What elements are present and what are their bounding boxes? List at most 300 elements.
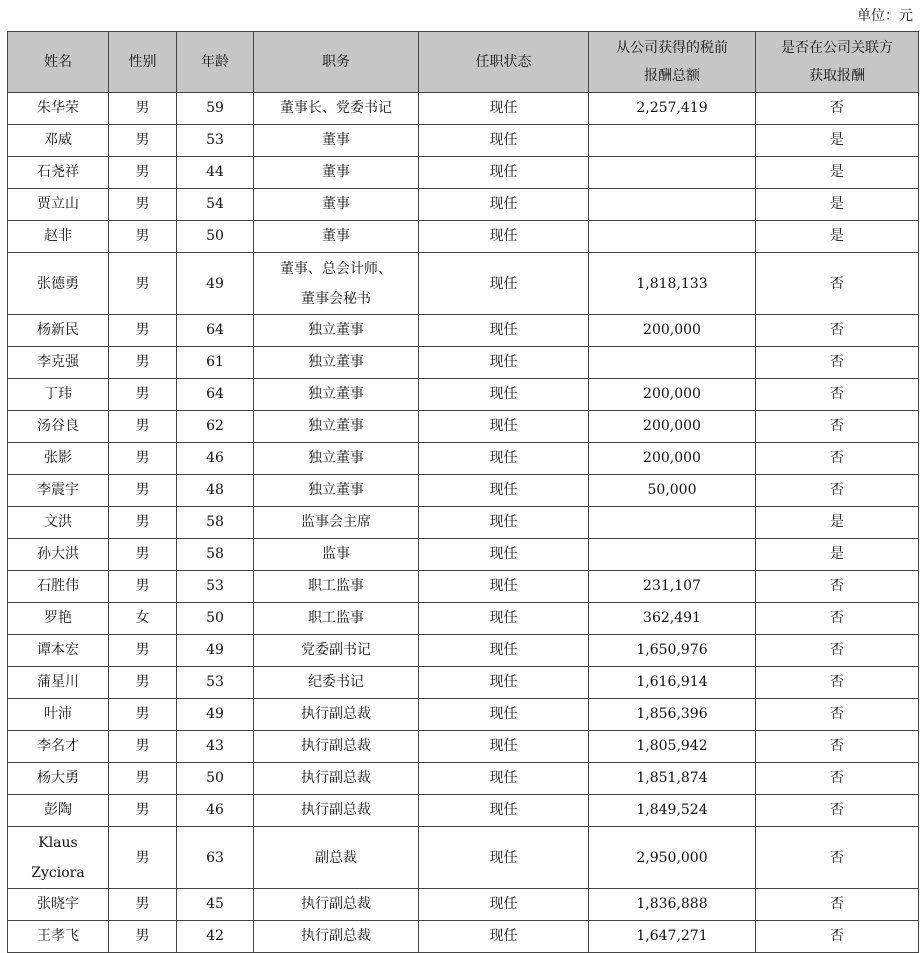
cell-related-text: 是: [830, 228, 844, 244]
cell-name: [8, 667, 109, 699]
cell-related-text: 否: [830, 674, 844, 690]
cell-pay-text: 200,000: [643, 418, 701, 434]
cell-age: [177, 253, 254, 315]
cell-pay: [589, 221, 756, 253]
cell-age: [177, 539, 254, 571]
cell-age: [177, 731, 254, 763]
cell-age: [177, 475, 254, 507]
cell-status: [419, 667, 589, 699]
cell-pay-text: 1,805,942: [636, 738, 708, 754]
cell-gender: [109, 539, 177, 571]
cell-gender-text: 男: [135, 802, 150, 818]
cell-title-text: 执行副总裁: [301, 738, 371, 754]
cell-gender-text: 男: [135, 228, 150, 244]
cell-gender: [109, 507, 177, 539]
cell-title-text: 独立董事: [308, 322, 364, 338]
cell-name: [8, 347, 109, 379]
cell-status-text: 现任: [489, 610, 518, 626]
cell-status: [419, 157, 589, 189]
cell-gender: [109, 603, 177, 635]
cell-title: [254, 411, 419, 443]
table-row: [8, 603, 919, 635]
cell-pay-text: 2,950,000: [636, 849, 708, 866]
cell-name-text: 张晓宇: [37, 896, 79, 912]
cell-related-text: 是: [830, 132, 844, 148]
cell-title-text: 执行副总裁: [301, 896, 371, 912]
header-status: 任职状态: [419, 32, 589, 93]
cell-title: [254, 667, 419, 699]
cell-status-text: 现任: [489, 228, 518, 244]
cell-title-text: 董事: [322, 132, 350, 148]
cell-status: [419, 125, 589, 157]
cell-name-text: 蒲星川: [37, 674, 79, 690]
cell-title-text: 董事: [322, 228, 350, 244]
cell-related: [756, 763, 919, 795]
cell-age-text: 50: [206, 228, 224, 244]
cell-title: [254, 347, 419, 379]
cell-pay: [589, 475, 756, 507]
cell-gender-text: 男: [135, 674, 150, 690]
cell-related-text: 否: [830, 706, 844, 722]
cell-name: [8, 603, 109, 635]
cell-name-text: 张德勇: [37, 275, 79, 292]
cell-pay: [589, 635, 756, 667]
cell-status-text: 现任: [489, 450, 518, 466]
header-gender: 性别: [109, 32, 177, 93]
cell-pay: [589, 699, 756, 731]
cell-pay: [589, 443, 756, 475]
cell-name: [8, 315, 109, 347]
cell-status-text: 现任: [489, 132, 518, 148]
cell-pay-text: 1,856,396: [636, 706, 708, 722]
cell-title: [254, 315, 419, 347]
cell-name: [8, 253, 109, 315]
cell-title-text: 执行副总裁: [301, 770, 371, 786]
table-row: [8, 253, 919, 315]
cell-title-text: 监事: [322, 546, 350, 562]
cell-age: [177, 571, 254, 603]
table-row: [8, 731, 919, 763]
cell-status: [419, 539, 589, 571]
cell-age-text: 54: [206, 196, 224, 212]
cell-age-text: 53: [206, 132, 224, 148]
cell-related: [756, 93, 919, 125]
table-row: [8, 157, 919, 189]
cell-name-text: 杨新民: [37, 322, 79, 338]
cell-status-text: 现任: [489, 578, 518, 594]
cell-title-text: 董事长、党委书记: [280, 100, 392, 116]
cell-age-text: 46: [206, 802, 224, 818]
cell-pay-text: 1,818,133: [636, 275, 708, 292]
cell-name: [8, 539, 109, 571]
cell-status: [419, 221, 589, 253]
cell-gender-text: 男: [135, 322, 150, 338]
cell-gender: [109, 315, 177, 347]
cell-pay-text: 1,650,976: [636, 642, 708, 658]
cell-age-text: 49: [206, 706, 224, 722]
cell-age: [177, 157, 254, 189]
cell-title: [254, 157, 419, 189]
cell-related: [756, 731, 919, 763]
cell-title-text: 董事: [322, 196, 350, 212]
cell-name: [8, 379, 109, 411]
cell-age: [177, 889, 254, 921]
header-pay-line1: 从公司获得的税前: [616, 40, 728, 56]
cell-age: [177, 379, 254, 411]
cell-related-text: 是: [830, 514, 844, 530]
cell-related: [756, 889, 919, 921]
cell-age: [177, 635, 254, 667]
cell-related: [756, 539, 919, 571]
cell-status-text: 现任: [489, 928, 518, 944]
cell-title-text: 职工监事: [308, 610, 364, 626]
cell-age-text: 43: [206, 738, 224, 754]
cell-gender: [109, 125, 177, 157]
cell-gender: [109, 667, 177, 699]
cell-related-text: 否: [830, 354, 844, 370]
cell-pay-text: 1,616,914: [636, 674, 708, 690]
cell-age-text: 45: [206, 896, 224, 912]
cell-status: [419, 411, 589, 443]
cell-pay-text: 200,000: [643, 322, 701, 338]
cell-related: [756, 795, 919, 827]
cell-gender-text: 男: [135, 132, 150, 148]
cell-title: [254, 539, 419, 571]
cell-related-text: 否: [830, 100, 844, 116]
cell-name-text: 王孝飞: [37, 928, 79, 944]
cell-title-text: 独立董事: [308, 450, 364, 466]
cell-age-text: 49: [206, 275, 224, 292]
cell-title: [254, 889, 419, 921]
cell-name-text-line2: Zyciora: [31, 864, 85, 881]
table-row: [8, 315, 919, 347]
cell-title-text: 独立董事: [308, 482, 364, 498]
cell-age: [177, 125, 254, 157]
table-row: [8, 379, 919, 411]
cell-name: [8, 889, 109, 921]
unit-label: 单位：元: [857, 8, 913, 24]
cell-title: [254, 731, 419, 763]
cell-status: [419, 699, 589, 731]
table-row: [8, 93, 919, 125]
cell-related-text: 否: [830, 610, 844, 626]
cell-name: [8, 731, 109, 763]
cell-gender-text: 男: [135, 738, 150, 754]
cell-gender: [109, 571, 177, 603]
cell-status-text: 现任: [489, 386, 518, 402]
cell-age: [177, 921, 254, 953]
cell-gender-text: 男: [135, 706, 150, 722]
cell-age: [177, 315, 254, 347]
cell-title-text: 监事会主席: [301, 514, 371, 530]
cell-pay: [589, 667, 756, 699]
cell-status: [419, 763, 589, 795]
cell-title-text: 独立董事: [308, 386, 364, 402]
cell-status: [419, 571, 589, 603]
cell-pay: [589, 889, 756, 921]
cell-pay-text: 1,849,524: [636, 802, 708, 818]
cell-related: [756, 125, 919, 157]
cell-pay-text: 1,647,271: [636, 928, 708, 944]
cell-title: [254, 571, 419, 603]
cell-name: [8, 443, 109, 475]
cell-age: [177, 347, 254, 379]
cell-gender-text: 男: [135, 386, 150, 402]
cell-name: [8, 157, 109, 189]
cell-name-text: 谭本宏: [37, 642, 79, 658]
cell-status-text: 现任: [489, 164, 518, 180]
cell-gender: [109, 157, 177, 189]
cell-age-text: 44: [206, 164, 224, 180]
cell-gender-text: 男: [135, 418, 150, 434]
cell-related: [756, 411, 919, 443]
cell-age-text: 61: [206, 354, 224, 370]
cell-age-text: 50: [206, 770, 224, 786]
cell-title-text: 董事: [322, 164, 350, 180]
cell-age-text: 63: [206, 849, 224, 866]
cell-gender: [109, 731, 177, 763]
cell-gender: [109, 189, 177, 221]
cell-age: [177, 221, 254, 253]
cell-gender-text: 男: [135, 275, 150, 292]
cell-related: [756, 475, 919, 507]
cell-related: [756, 635, 919, 667]
cell-age: [177, 443, 254, 475]
cell-pay: [589, 189, 756, 221]
cell-title-text: 独立董事: [308, 418, 364, 434]
cell-age: [177, 411, 254, 443]
cell-status-text: 现任: [489, 196, 518, 212]
cell-title-text: 纪委书记: [308, 674, 364, 690]
cell-name: [8, 125, 109, 157]
cell-status: [419, 379, 589, 411]
table-row: [8, 921, 919, 953]
cell-status-text: 现任: [489, 642, 518, 658]
cell-related-text: 否: [830, 802, 844, 818]
cell-gender: [109, 347, 177, 379]
cell-related: [756, 921, 919, 953]
cell-title: [254, 379, 419, 411]
cell-pay: [589, 603, 756, 635]
cell-age: [177, 699, 254, 731]
cell-related-text: 否: [830, 896, 844, 912]
cell-pay: [589, 157, 756, 189]
cell-age-text: 53: [206, 578, 224, 594]
cell-related: [756, 443, 919, 475]
table-row: [8, 889, 919, 921]
cell-pay-text: 231,107: [643, 578, 701, 594]
cell-name-text: 朱华荣: [37, 100, 79, 116]
cell-title: [254, 221, 419, 253]
cell-pay: [589, 125, 756, 157]
table-row: [8, 539, 919, 571]
cell-related: [756, 315, 919, 347]
cell-title-text: 独立董事: [308, 354, 364, 370]
cell-title-text: 执行副总裁: [301, 928, 371, 944]
cell-related-text: 否: [830, 450, 844, 466]
cell-title: [254, 475, 419, 507]
cell-status: [419, 507, 589, 539]
cell-title: [254, 699, 419, 731]
table-row: [8, 763, 919, 795]
cell-pay: [589, 539, 756, 571]
cell-name-text: 文洪: [44, 514, 72, 530]
cell-name-text: 彭陶: [44, 802, 72, 818]
cell-status: [419, 93, 589, 125]
table-row: [8, 507, 919, 539]
cell-gender-text: 男: [135, 164, 150, 180]
cell-gender-text: 男: [135, 196, 150, 212]
cell-age-text: 50: [206, 610, 224, 626]
table-row: [8, 827, 919, 889]
cell-pay: [589, 411, 756, 443]
cell-related-text: 否: [830, 849, 844, 866]
cell-related: [756, 667, 919, 699]
cell-gender: [109, 93, 177, 125]
cell-related-text: 否: [830, 578, 844, 594]
cell-status: [419, 889, 589, 921]
cell-name: [8, 221, 109, 253]
cell-related-text: 是: [830, 164, 844, 180]
cell-age: [177, 603, 254, 635]
table-row: [8, 411, 919, 443]
header-pay: [589, 32, 756, 93]
cell-status-text: 现任: [489, 546, 518, 562]
cell-name: [8, 411, 109, 443]
cell-name: [8, 93, 109, 125]
cell-age-text: 62: [206, 418, 224, 434]
cell-status-text: 现任: [489, 738, 518, 754]
table-row: [8, 475, 919, 507]
cell-name: [8, 189, 109, 221]
cell-gender-text: 男: [135, 450, 150, 466]
table-row: [8, 189, 919, 221]
cell-name-text: 罗艳: [44, 610, 72, 626]
cell-status: [419, 315, 589, 347]
header-row: [8, 32, 919, 93]
cell-age-text: 58: [206, 546, 224, 562]
cell-title-text-line2: 董事会秘书: [301, 290, 371, 307]
header-pay-line2: 报酬总额: [644, 68, 700, 84]
cell-status: [419, 795, 589, 827]
cell-name: [8, 699, 109, 731]
cell-status-text: 现任: [489, 100, 518, 116]
cell-related-text: 否: [830, 642, 844, 658]
cell-name-text: 贾立山: [37, 196, 79, 212]
cell-name: [8, 507, 109, 539]
cell-title: [254, 921, 419, 953]
cell-pay-text: 1,851,874: [636, 770, 708, 786]
cell-pay-text: 200,000: [643, 450, 701, 466]
cell-title-text: 执行副总裁: [301, 706, 371, 722]
cell-age: [177, 667, 254, 699]
cell-status: [419, 443, 589, 475]
cell-status: [419, 475, 589, 507]
cell-status-text: 现任: [489, 896, 518, 912]
header-name: 姓名: [8, 32, 109, 93]
cell-title: [254, 125, 419, 157]
cell-related-text: 否: [830, 738, 844, 754]
cell-gender-text: 男: [135, 578, 150, 594]
cell-status-text: 现任: [489, 514, 518, 530]
cell-age-text: 64: [206, 322, 224, 338]
cell-gender: [109, 253, 177, 315]
cell-pay: [589, 253, 756, 315]
cell-name-text: 汤谷良: [37, 418, 79, 434]
header-related: [756, 32, 919, 93]
header-age: 年龄: [177, 32, 254, 93]
header-related-line1: 是否在公司关联方: [781, 40, 893, 56]
cell-title: [254, 189, 419, 221]
cell-related: [756, 699, 919, 731]
cell-pay: [589, 93, 756, 125]
cell-gender: [109, 635, 177, 667]
cell-title: [254, 763, 419, 795]
cell-title: [254, 603, 419, 635]
cell-name-text: 叶沛: [44, 706, 72, 722]
table-row: [8, 667, 919, 699]
cell-age-text: 59: [206, 100, 224, 116]
cell-related: [756, 827, 919, 889]
cell-related-text: 否: [830, 928, 844, 944]
cell-name: [8, 635, 109, 667]
cell-status-text: 现任: [489, 849, 518, 866]
cell-age: [177, 763, 254, 795]
cell-pay-text: 2,257,419: [636, 100, 708, 116]
table-row: [8, 635, 919, 667]
cell-gender: [109, 827, 177, 889]
table-row: [8, 795, 919, 827]
header-title: 职务: [254, 32, 419, 93]
cell-related: [756, 253, 919, 315]
cell-status-text: 现任: [489, 802, 518, 818]
cell-gender-text: 男: [135, 928, 150, 944]
cell-status: [419, 189, 589, 221]
table-row: [8, 443, 919, 475]
cell-related: [756, 157, 919, 189]
cell-related: [756, 221, 919, 253]
cell-gender: [109, 889, 177, 921]
cell-gender: [109, 411, 177, 443]
cell-status: [419, 731, 589, 763]
cell-gender-text: 女: [135, 610, 150, 626]
cell-title: [254, 93, 419, 125]
cell-title-text: 副总裁: [315, 849, 357, 866]
cell-gender: [109, 699, 177, 731]
cell-name-text: 孙大洪: [37, 546, 79, 562]
cell-pay: [589, 315, 756, 347]
cell-name-text: 石胜伟: [37, 578, 79, 594]
cell-gender: [109, 795, 177, 827]
cell-name: [8, 475, 109, 507]
cell-status-text: 现任: [489, 354, 518, 370]
cell-pay: [589, 763, 756, 795]
cell-related: [756, 347, 919, 379]
cell-related: [756, 379, 919, 411]
table-row: [8, 125, 919, 157]
cell-related: [756, 603, 919, 635]
cell-related-text: 是: [830, 546, 844, 562]
cell-related-text: 否: [830, 275, 844, 292]
table-row: [8, 699, 919, 731]
cell-gender-text: 男: [135, 896, 150, 912]
cell-name-text: Klaus: [38, 834, 78, 851]
cell-title-text: 职工监事: [308, 578, 364, 594]
cell-gender-text: 男: [135, 482, 150, 498]
cell-related: [756, 507, 919, 539]
cell-status-text: 现任: [489, 706, 518, 722]
cell-title-text: 董事、总会计师、: [280, 260, 392, 277]
